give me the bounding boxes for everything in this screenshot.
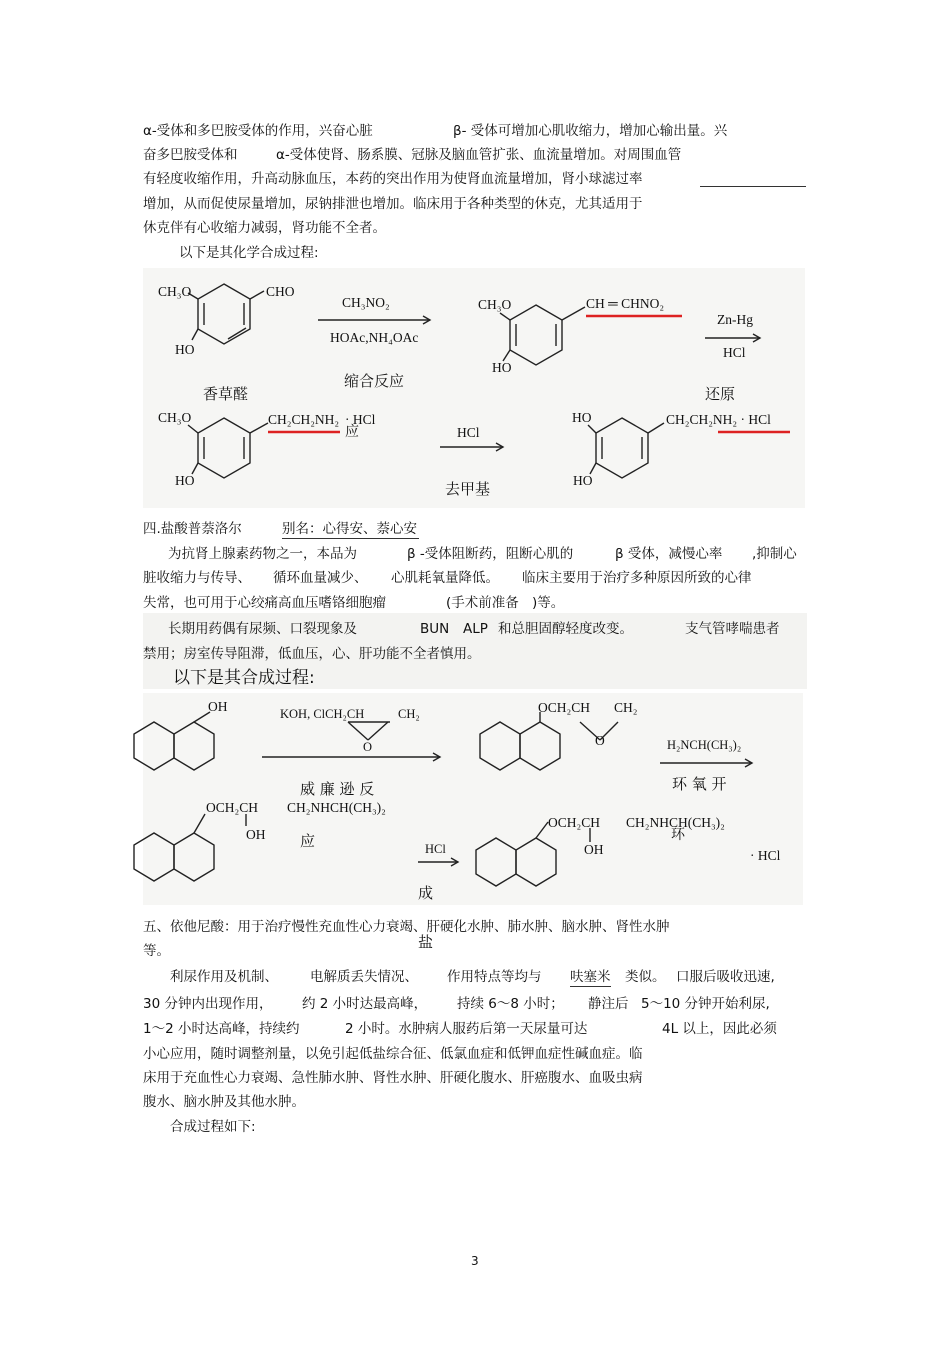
para3-2: BUN: [420, 621, 450, 637]
scheme1-step2-cont: 应: [345, 424, 359, 440]
scheme2-step3-name: 成: [418, 884, 434, 902]
para4-l2d: 静注后: [588, 996, 629, 1012]
para3-5: 支气管哮喘患者: [685, 621, 780, 637]
scheme2-mol3-sub: OCH₂CH: [206, 800, 258, 815]
para2-10: (手术前准备: [446, 595, 519, 611]
section5-line1: 五、依他尼酸：用于治疗慢性充血性心力衰竭、肝硬化水肿、肺水肿、脑水肿、肾性水肿: [143, 919, 670, 935]
scheme1-mol1-oh: HO: [175, 342, 195, 357]
para4-l2e: 5～10 分钟开始利尿,: [641, 996, 770, 1012]
para4-l2a: 30 分钟内出现作用，: [143, 996, 273, 1012]
para4-l2c: 持续 6～8 小时；: [457, 996, 564, 1012]
para4-l3c: 4L 以上，因此必须: [662, 1021, 777, 1037]
scheme1-mol3-hcl: · HCl: [345, 412, 376, 427]
scheme1-mol1-cho: CHO: [266, 284, 295, 299]
scheme1-mol2-sub: CH₃O: [478, 297, 512, 312]
scheme1-step1-name: 缩合反应: [344, 372, 405, 390]
scheme2-step3-cont: 盐: [418, 933, 434, 951]
para2-6: 循环血量减少、: [273, 570, 368, 586]
scheme2-step2-name: 环 氧 开: [672, 775, 727, 793]
scheme2-step1-name: 威 廉 逊 反: [300, 780, 375, 798]
para4-l1c: 作用特点等均与: [447, 969, 542, 985]
para2-1: 为抗肾上腺素药物之一，本品为: [168, 546, 357, 562]
section5-line2: 等。: [143, 943, 170, 959]
para1-line3: 有轻度收缩作用，升高动脉血压，本药的突出作用为使肾血流量增加，肾小球滤过率: [143, 171, 643, 187]
para1-line2b: α-受体使肾、肠系膜、冠脉及脑血管扩张、血流量增加。对周围血管: [276, 147, 682, 163]
para2-7: 心肌耗氧量降低。: [391, 570, 499, 586]
para3-3: ALP: [463, 621, 488, 637]
scheme2-reagent3: HCl: [425, 842, 446, 856]
para4-l3a: 1～2 小时达高峰，持续约: [143, 1021, 300, 1037]
scheme2-mol4-chain: CH₂NHCH(CH₃)₂: [626, 815, 725, 830]
scheme2-mol2-sub: OCH₂CH: [538, 700, 590, 715]
synth3-intro: 合成过程如下:: [170, 1119, 256, 1135]
para4-l1d: 呋塞米: [570, 969, 611, 985]
page-number: 3: [471, 1254, 479, 1268]
scheme1-reagent3: HCl: [457, 425, 480, 440]
para2-4: ,抑制心: [752, 546, 797, 562]
section4-title: 四.盐酸普萘洛尔: [143, 521, 242, 537]
scheme2-reagent1-end: CH₂: [398, 707, 420, 721]
scheme1-reagent1-top: CH₃NO₂: [342, 295, 390, 310]
scheme2-reagent1: KOH, ClCH₂CH: [280, 707, 365, 721]
scheme2-mol3-oh: OH: [246, 827, 266, 842]
para4-l6: 腹水、脑水肿及其他水肿。: [143, 1094, 305, 1110]
scheme2-mol4-oh: OH: [584, 842, 604, 857]
scheme1-mol3-chain: CH₂CH₂NH₂: [268, 412, 340, 427]
para2-11: )等。: [532, 595, 565, 611]
para4-l5: 床用于充血性心力衰竭、急性肺水肿、肾性水肿、肝硬化腹水、肝癌腹水、血吸虫病: [143, 1070, 643, 1086]
scheme2-reagent1-o: O: [363, 740, 373, 754]
scheme1-mol1-name: 香草醛: [203, 385, 249, 403]
para4-l1b: 电解质丢失情况、: [310, 969, 418, 985]
scheme1-step3-name: 去甲基: [445, 480, 491, 498]
para4-l1f: 口服后吸收迅速,: [676, 969, 775, 985]
scheme2-mol3-chain: CH₂NHCH(CH₃)₂: [287, 800, 386, 815]
scheme1-mol4-chain: CH₂CH₂NH₂ · HCl: [666, 412, 771, 427]
para1-line4: 增加，从而促使尿量增加，尿钠排泄也增加。临床用于各种类型的休克，尤其适用于: [143, 196, 643, 212]
para1-line5: 休克伴有心收缩力减弱，肾功能不全者。: [143, 220, 386, 236]
synth2-intro: 以下是其合成过程:: [173, 668, 315, 688]
scheme1-mol1-sub: CH₃O: [158, 284, 192, 299]
section4-alias: 别名：心得安、萘心安: [282, 521, 417, 537]
scheme2-step1-cont: 应: [300, 832, 316, 850]
synth1-intro: 以下是其化学合成过程:: [179, 245, 319, 261]
scheme1-mol4-oh: HO: [573, 473, 593, 488]
scheme2-mol2-end: CH₂: [614, 700, 638, 715]
para1-line1a: α-受体和多巴胺受体的作用，兴奋心脏: [143, 123, 373, 139]
scheme1-mol2-oh: HO: [492, 360, 512, 375]
scheme2-step2-cont: 环: [671, 827, 685, 843]
para2-8: 临床主要用于治疗多种原因所致的心律: [522, 570, 752, 586]
scheme2-mol2-o: O: [595, 733, 605, 748]
scheme2-mol1-oh: OH: [208, 699, 228, 714]
para3-1: 长期用药偶有尿频、口裂现象及: [168, 621, 357, 637]
scheme1-reagent1-bottom: HOAc,NH₄OAc: [330, 330, 419, 345]
para3-4: 和总胆固醇轻度改变。: [498, 621, 633, 637]
para4-l3b: 2 小时。水肿病人服药后第一天尿量可达: [345, 1021, 588, 1037]
scheme2-mol4-sub: OCH₂CH: [548, 815, 600, 830]
para2-5: 脏收缩力与传导、: [143, 570, 251, 586]
para4-l1a: 利尿作用及机制、: [170, 969, 278, 985]
scheme1-mol3-sub: CH₃O: [158, 410, 192, 425]
scheme2-mol4-hcl: · HCl: [750, 848, 781, 863]
para2-9: 失常，也可用于心绞痛高血压嗜铬细胞瘤: [143, 595, 386, 611]
scheme1-reagent2-top: Zn-Hg: [717, 312, 753, 327]
scheme1-step2-name: 还原: [705, 385, 736, 403]
para2-3: β 受体，减慢心率: [615, 546, 723, 562]
scheme1-mol3-oh: HO: [175, 473, 195, 488]
scheme1-reagent2-bottom: HCl: [723, 345, 746, 360]
para4-l1e: 类似。: [625, 969, 666, 985]
scheme1-mol2-chain: CH ═ CHNO₂: [586, 296, 665, 311]
para3-6: 禁用；房室传导阻滞，低血压，心、肝功能不全者慎用。: [143, 646, 481, 662]
scheme1-mol4-sub: HO: [572, 410, 592, 425]
para1-line1b: β- 受体可增加心肌收缩力，增加心输出量。兴: [453, 123, 728, 139]
scheme2-reagent2: H₂NCH(CH₃)₂: [667, 738, 742, 752]
para4-l2b: 约 2 小时达最高峰，: [302, 996, 428, 1012]
para4-l4: 小心应用，随时调整剂量，以免引起低盐综合征、低氯血症和低钾血症性碱血症。临: [143, 1046, 643, 1062]
para2-2: β -受体阻断药，阻断心肌的: [407, 546, 574, 562]
para1-line2a: 奋多巴胺受体和: [143, 147, 238, 163]
